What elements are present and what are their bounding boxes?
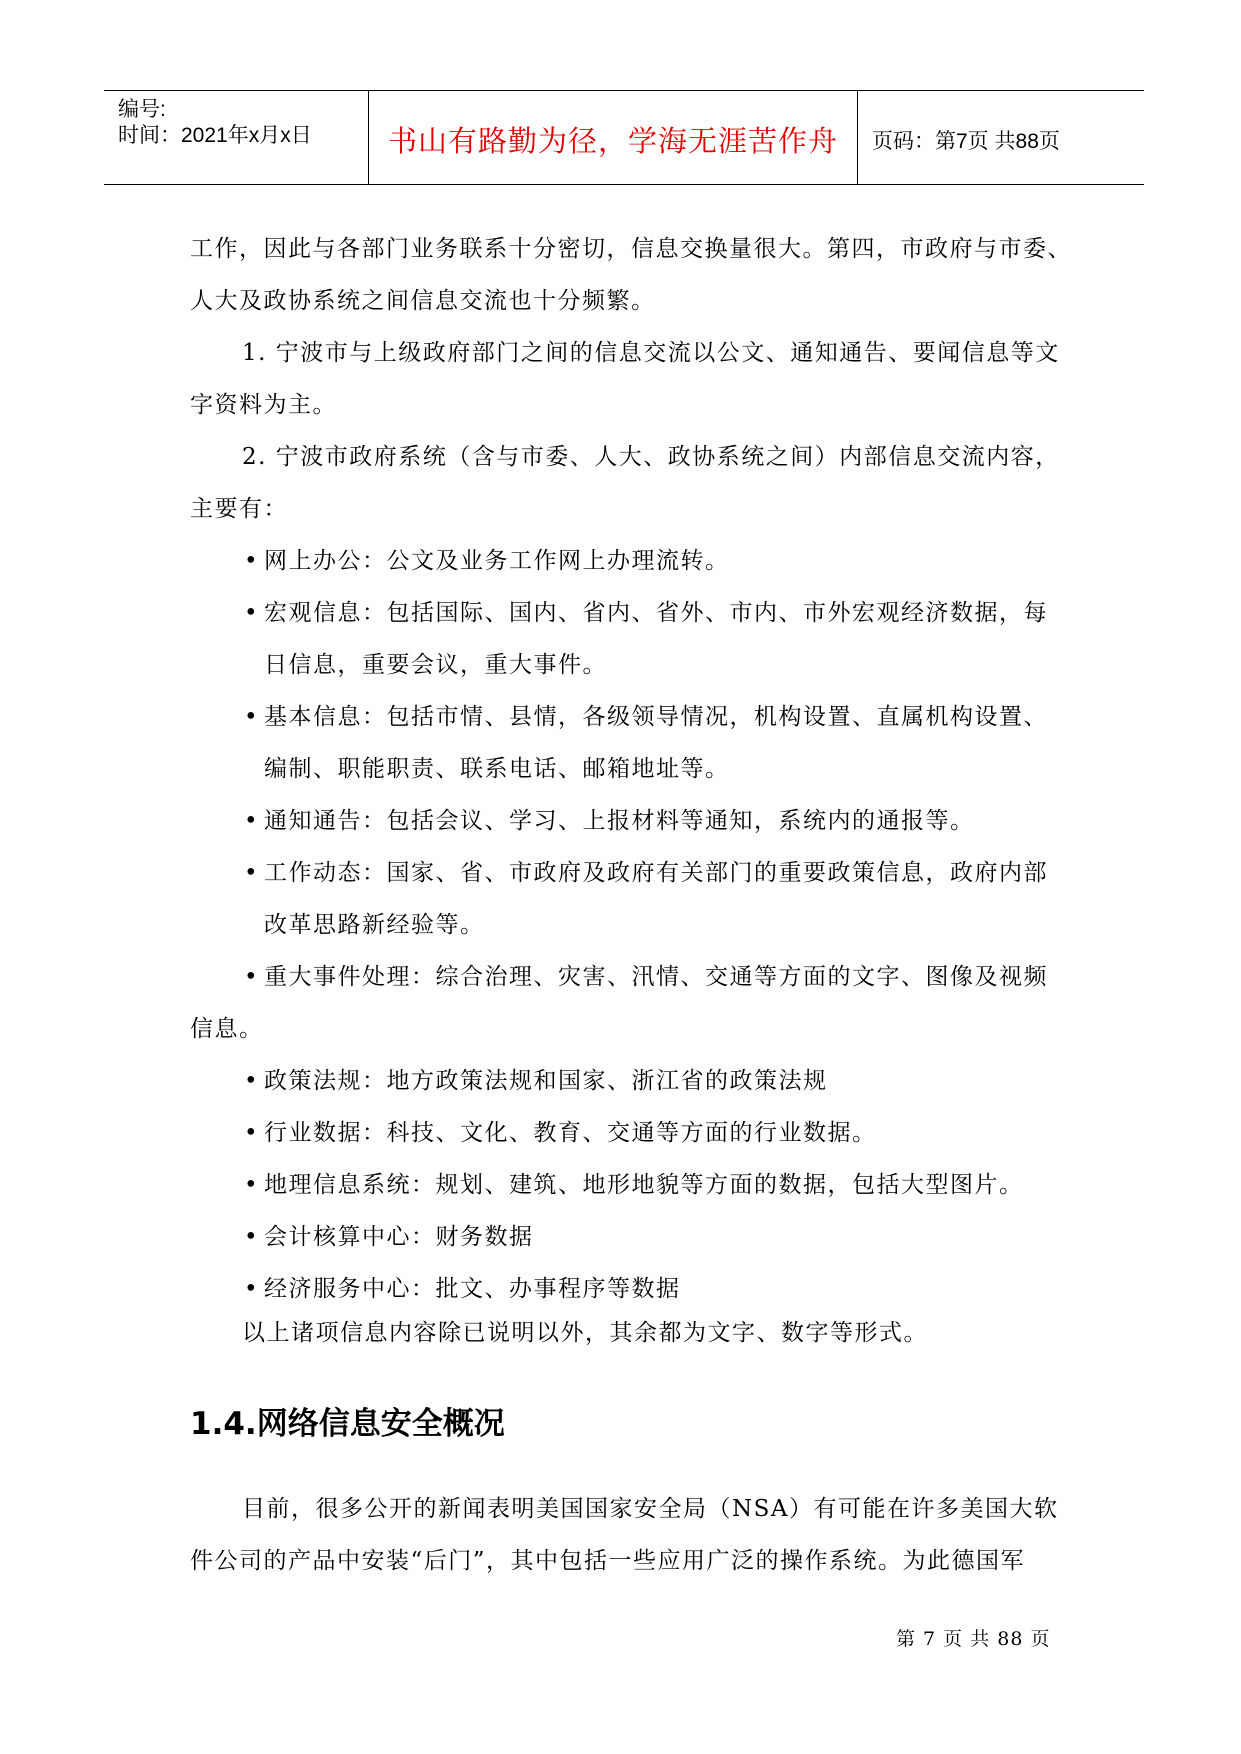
bullet-icon: • — [244, 964, 260, 990]
list-item-continuation: 日信息，重要会议，重大事件。 — [264, 652, 607, 678]
list-item — [244, 1218, 534, 1251]
header-info-cell — [104, 91, 368, 184]
paragraph-4-line-1: 目前，很多公开的新闻表明美国国家安全局（NSA）有可能在许多美国大软 — [242, 1496, 1059, 1522]
list-item-text: 政策法规：地方政策法规和国家、浙江省的政策法规 — [264, 1068, 828, 1094]
list-item — [244, 802, 975, 835]
bullet-icon: • — [244, 1068, 260, 1094]
bullet-icon: • — [244, 704, 260, 730]
paragraph-3-line-2: 主要有： — [190, 496, 288, 522]
section-heading: 1.4.网络信息安全概况 — [190, 1406, 505, 1442]
bullet-icon: • — [244, 808, 260, 834]
header-motto-cell — [368, 91, 858, 184]
paragraph-3-line-1: 2. 宁波市政府系统（含与市委、人大、政协系统之间）内部信息交流内容， — [242, 444, 1060, 470]
paragraph-1-line-2: 人大及政协系统之间信息交流也十分频繁。 — [190, 288, 656, 314]
list-item-continuation: 编制、职能职责、联系电话、邮箱地址等。 — [264, 756, 730, 782]
list-item — [244, 958, 1048, 991]
list-item-text: 工作动态：国家、省、市政府及政府有关部门的重要政策信息，政府内部 — [264, 860, 1048, 886]
list-item-text: 通知通告：包括会议、学习、上报材料等通知，系统内的通报等。 — [264, 808, 975, 834]
paragraph-4-line-2: 件公司的产品中安装“后门”，其中包括一些应用广泛的操作系统。为此德国军 — [190, 1548, 1026, 1574]
list-item — [244, 1270, 681, 1303]
bullet-icon: • — [244, 1120, 260, 1146]
list-item — [244, 1166, 1024, 1199]
page-header — [104, 90, 1144, 185]
bullet-icon: • — [244, 600, 260, 626]
bullet-icon: • — [244, 1224, 260, 1250]
list-item — [244, 854, 1048, 887]
bullet-icon: • — [244, 1276, 260, 1302]
list-item — [244, 542, 730, 575]
list-item-text: 重大事件处理：综合治理、灾害、汛情、交通等方面的文字、图像及视频 — [264, 964, 1048, 990]
list-item-text: 行业数据：科技、文化、教育、交通等方面的行业数据。 — [264, 1120, 877, 1146]
list-item-text: 地理信息系统：规划、建筑、地形地貌等方面的数据，包括大型图片。 — [264, 1172, 1024, 1198]
paragraph-1-line-1: 工作，因此与各部门业务联系十分密切，信息交换量很大。第四，市政府与市委、 — [190, 236, 1072, 262]
page-footer: 第 7 页 共 88 页 — [896, 1628, 1051, 1650]
list-item-text: 网上办公：公文及业务工作网上办理流转。 — [264, 548, 730, 574]
date-label: 时间：2021年x月x日 — [118, 124, 312, 147]
list-item-text: 会计核算中心：财务数据 — [264, 1224, 534, 1250]
list-item — [244, 1062, 828, 1095]
summary-line: 以上诸项信息内容除已说明以外，其余都为文字、数字等形式。 — [242, 1320, 928, 1346]
list-item-text: 基本信息：包括市情、县情，各级领导情况，机构设置、直属机构设置、 — [264, 704, 1048, 730]
list-item-continuation: 信息。 — [190, 1016, 264, 1042]
bullet-icon: • — [244, 1172, 260, 1198]
list-item-text: 经济服务中心：批文、办事程序等数据 — [264, 1276, 681, 1302]
serial-number-label: 编号: — [118, 98, 166, 121]
list-item — [244, 594, 1048, 627]
page-code: 页码：第7页 共88页 — [872, 130, 1060, 153]
motto-text: 书山有路勤为径，学海无涯苦作舟 — [387, 124, 838, 158]
header-page-code-cell — [858, 91, 1144, 184]
list-item-continuation: 改革思路新经验等。 — [264, 912, 485, 938]
bullet-icon: • — [244, 860, 260, 886]
list-item — [244, 1114, 877, 1147]
list-item-text: 宏观信息：包括国际、国内、省内、省外、市内、市外宏观经济数据，每 — [264, 600, 1048, 626]
paragraph-2-line-1: 1. 宁波市与上级政府部门之间的信息交流以公文、通知通告、要闻信息等文 — [242, 340, 1060, 366]
paragraph-2-line-2: 字资料为主。 — [190, 392, 337, 418]
bullet-icon: • — [244, 548, 260, 574]
list-item — [244, 698, 1048, 731]
